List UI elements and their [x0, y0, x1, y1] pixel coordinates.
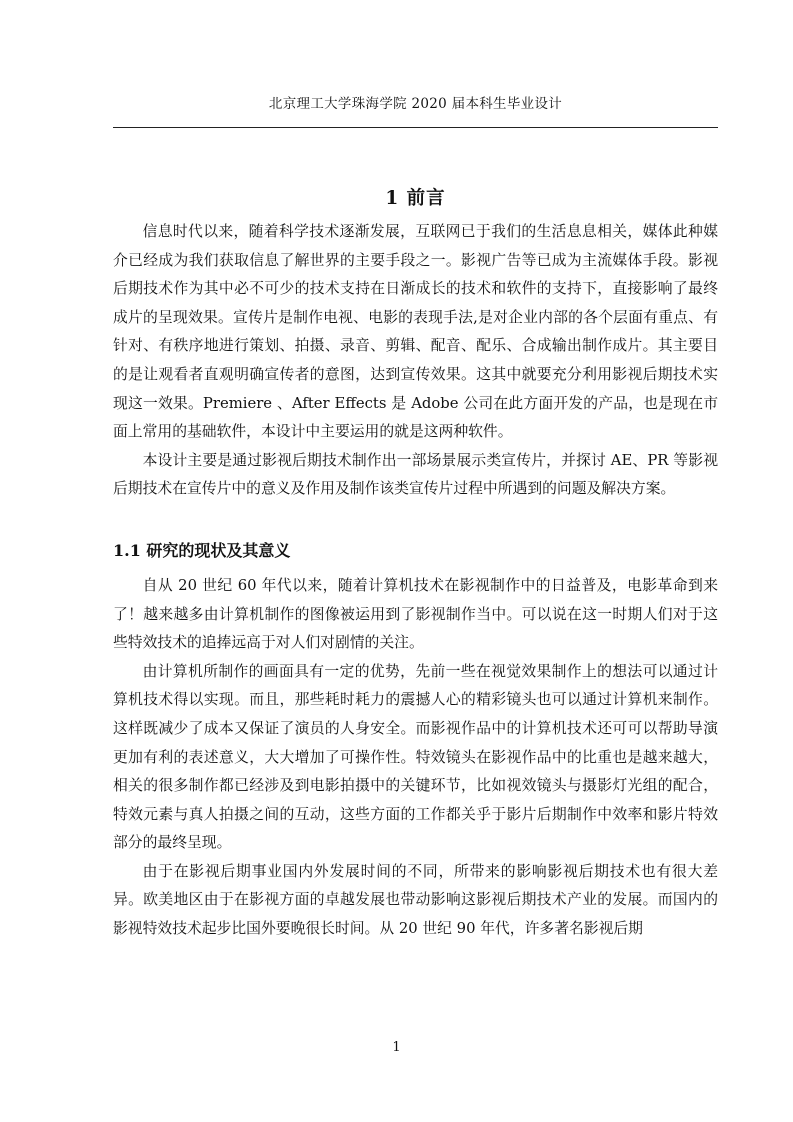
- chapter-paragraph-1: 信息时代以来，随着科学技术逐渐发展，互联网已于我们的生活息息相关，媒体此种媒介已经成为我们获取信息了解世界的主要手段之一。影视广告等已成为主流媒体手段。影视后期技术作为其中必不可少的技术支持在日渐成长的技术和软件的支持下，直接影响了最终成片的呈现效果。宣传片是制作电视、电影的表现手法,是对企业内部的各个层面有重点、有针对、有秩序地进行策划、拍摄、录音、剪辑、配音、配乐、合成输出制作成片。其主要目的是让观看者直观明确宣传者的意图，达到宣传效果。这其中就要充分利用影视后期技术实现这一效果。Premiere 、After Effects 是 Adobe 公司在此方面开发的产品，也是现在市面上常用的基础软件，本设计中主要运用的就是这两种软件。: [113, 223, 718, 441]
- chapter-title: 1 前言: [385, 188, 446, 209]
- section-paragraph-1: 自从 20 世纪 60 年代以来，随着计算机技术在影视制作中的日益普及，电影革命到来了！越来越多由计算机制作的图像被运用到了影视制作当中。可以说在这一时期人们对于这些特效技术的追捧远高于对人们对剧情的关注。: [113, 576, 718, 652]
- page-header: 北京理工大学珠海学院 2020 届本科生毕业设计: [268, 96, 563, 112]
- chapter-paragraph-2: 本设计主要是通过影视后期技术制作出一部场景展示类宣传片，并探讨 AE、PR 等影视后期技术在宣传片中的意义及作用及制作该类宣传片过程中所遇到的问题及解决方案。: [113, 451, 718, 498]
- section-title: 1.1 研究的现状及其意义: [113, 540, 291, 560]
- section-paragraph-2: 由计算机所制作的画面具有一定的优势，先前一些在视觉效果制作上的想法可以通过计算机技术得以实现。而且，那些耗时耗力的震撼人心的精彩镜头也可以通过计算机来制作。这样既减少了成本又保证了演员的人身安全。而影视作品中的计算机技术还可可以帮助导演更加有利的表述意义，大大增加了可操作性。特效镜头在影视作品中的比重也是越来越大，相关的很多制作都已经涉及到电影拍摄中的关键环节，比如视效镜头与摄影灯光组的配合，特效元素与真人拍摄之间的互动，这些方面的工作都关乎于影片后期制作中效率和影片特效部分的最终呈现。: [113, 662, 718, 852]
- header-divider: [113, 127, 718, 128]
- page-number: 1: [392, 1040, 401, 1055]
- section-paragraph-3: 由于在影视后期事业国内外发展时间的不同，所带来的影响影视后期技术也有很大差异。欧美地区由于在影视方面的卓越发展也带动影响这影视后期技术产业的发展。而国内的影视特效技术起步比国外要晚很长时间。从 20 世纪 90 年代，许多著名影视后期: [113, 862, 718, 938]
- page-body: [113, 183, 718, 944]
